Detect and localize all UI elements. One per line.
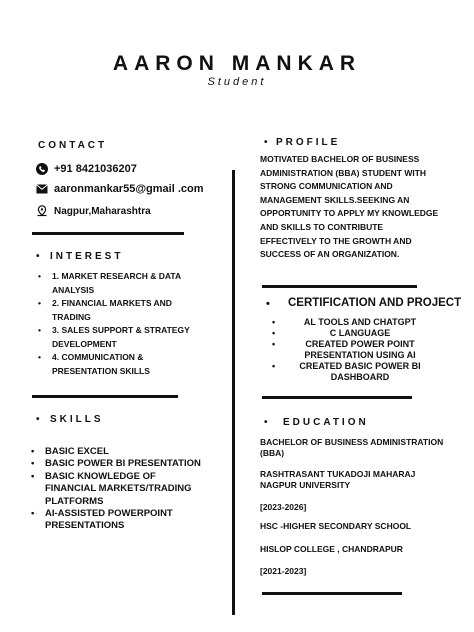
phone-icon [36,163,48,175]
email-text: aaronmankar55@gmail .com [54,183,204,195]
resume-role: Student [207,76,267,88]
list-item: • 2. FINANCIAL MARKETS AND TRADING [38,297,198,324]
education-bullet: • [264,417,268,428]
location-text: Nagpur,Maharashtra [54,205,151,217]
list-item: • C LANGUAGE [270,328,450,339]
phone-text: +91 8421036207 [54,163,137,175]
center-divider [232,170,235,615]
skills-bullet: • [36,414,40,425]
profile-title: PROFILE [276,137,341,148]
education-college: RASHTRASANT TUKADOJI MAHARAJ NAGPUR UNIVERSITY [260,469,416,490]
list-item: • BASIC KNOWLEDGE OF FINANCIAL MARKETS/TRADING PLATFORMS [31,471,201,508]
education-years-1: [2023-2026] [260,502,307,512]
certification-title: CERTIFICATION AND PROJECT [288,297,462,309]
location-icon [36,205,48,217]
list-item: • 3. SALES SUPPORT & STRATEGY DEVELOPMENT [38,324,198,351]
list-item: • BASIC POWER BI PRESENTATION [31,458,201,470]
certification-divider [262,396,412,399]
contact-divider [32,232,184,235]
contact-email[interactable] [36,183,204,195]
education-title: EDUCATION [283,417,369,428]
education-years-2: [2021-2023] [260,566,307,576]
list-item: • AL TOOLS AND CHATGPT [270,317,450,328]
contact-phone[interactable] [36,163,137,175]
list-item: • 1. MARKET RESEARCH & DATA ANALYSIS [38,270,198,297]
list-item: • BASIC EXCEL [31,446,201,458]
interest-title: INTEREST [50,251,124,262]
interest-list [38,270,198,378]
list-item: • AI-ASSISTED POWERPOINT PRESENTATIONS [31,508,201,533]
profile-bullet: • [264,137,268,148]
certification-bullet: • [266,298,270,310]
profile-divider [262,285,417,288]
list-item: • CREATED BASIC POWER BI DASHBOARD [270,361,450,383]
education-hsc: HSC -HIGHER SECONDARY SCHOOL [260,521,412,531]
education-divider [262,592,402,595]
resume-name: AARON MANKAR [112,52,362,75]
profile-text: MOTIVATED BACHELOR OF BUSINESS ADMINISTRATION (BBA) STUDENT WITH STRONG COMMUNICATION AND MANAGEMENT SKILLS.SEEKING AN OPPORTUNITY TO APPLY MY KNOWLEDGE AND SKILLS TO CONTRIBUTE EFFECTIVELY TO THE GROWTH AND SUCCESS OF AN ORGANIZATION. [260,154,439,260]
list-item: • 4. COMMUNICATION & PRESENTATION SKILLS [38,351,198,378]
email-icon [36,183,48,195]
education-school: HISLOP COLLEGE , CHANDRAPUR [260,544,403,554]
skills-title: SKILLS [50,414,104,425]
skills-list [31,446,201,533]
list-item: • CREATED POWER POINT PRESENTATION USING AI [270,339,450,361]
contact-location [36,205,151,217]
education-degree: BACHELOR OF BUSINESS ADMINISTRATION (BBA) [260,437,444,458]
interest-bullet: • [36,251,40,262]
contact-title: CONTACT [38,140,108,151]
certification-list [270,317,450,383]
interest-divider [32,395,178,398]
